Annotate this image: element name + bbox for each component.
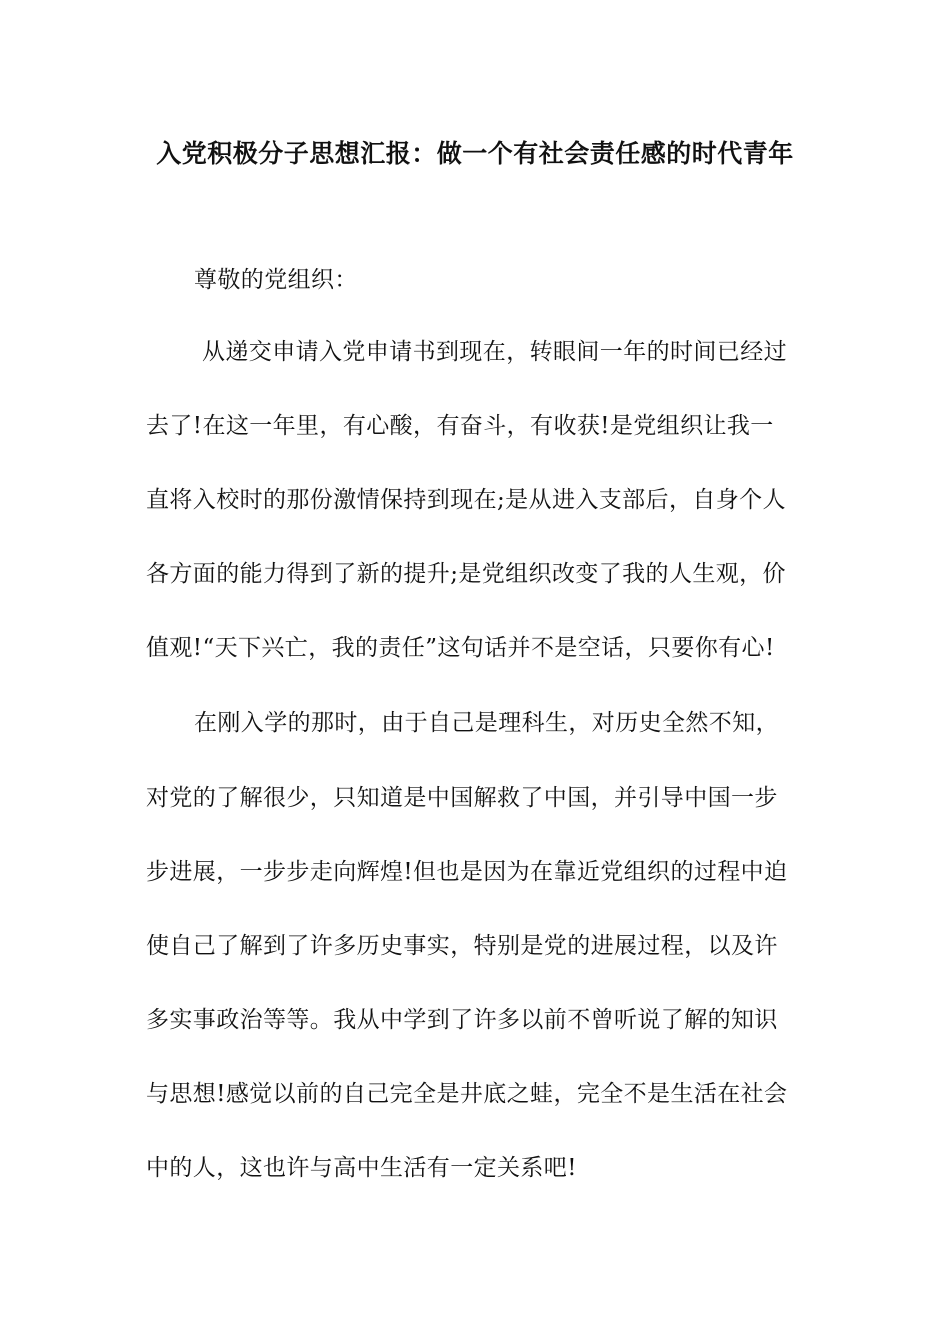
paragraph-line: 去了!在这一年里，有心酸，有奋斗，有收获!是党组织让我一	[146, 413, 774, 439]
paragraph-line: 步进展，一步步走向辉煌!但也是因为在靠近党组织的过程中迫	[146, 859, 788, 885]
paragraph-line: 对党的了解很少，只知道是中国解救了中国，并引导中国一步	[146, 785, 778, 811]
paragraph-line: 值观!“天下兴亡，我的责任”这句话并不是空话，只要你有心!	[146, 635, 775, 661]
paragraph-line: 使自己了解到了许多历史事实，特别是党的进展过程，以及许	[146, 933, 778, 959]
paragraph-line: 在刚入学的那时，由于自己是理科生，对历史全然不知，	[194, 710, 779, 736]
paragraph-line: 与思想!感觉以前的自己完全是井底之蛙，完全不是生活在社会	[146, 1081, 788, 1107]
paragraph-line: 中的人，这也许与高中生活有一定关系吧!	[146, 1155, 577, 1181]
paragraph-line: 多实事政治等等。我从中学到了许多以前不曾听说了解的知识	[146, 1007, 778, 1033]
paragraph-line: 各方面的能力得到了新的提升;是党组织改变了我的人生观，价	[146, 561, 786, 587]
paragraph-line: 直将入校时的那份激情保持到现在;是从进入支部后，自身个人	[146, 487, 786, 513]
paragraph-line: 从递交申请入党申请书到现在，转眼间一年的时间已经过	[202, 339, 787, 365]
document-title: 入党积极分子思想汇报：做一个有社会责任感的时代青年	[156, 139, 794, 168]
salutation: 尊敬的党组织：	[194, 267, 358, 293]
